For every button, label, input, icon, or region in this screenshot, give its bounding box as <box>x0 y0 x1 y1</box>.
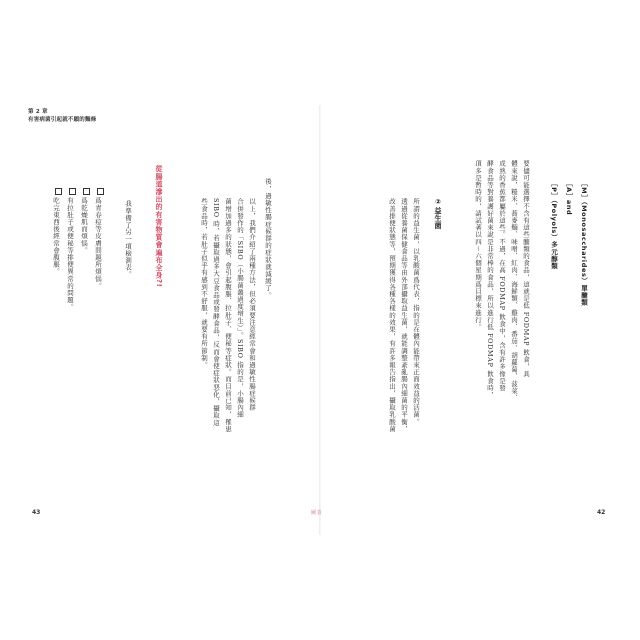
page-gutter <box>319 105 321 535</box>
footer-center-mark: 圖表 <box>311 510 323 516</box>
right-body-line-5: 頂多是暫時的，請試著以四～六個星期爲目標來進行。 <box>474 160 482 331</box>
page-number-left: 43 <box>32 509 41 516</box>
checklist-intro: 我準備了另一項檢測表。 <box>124 200 132 279</box>
left-body-line-5: SIBO 時，若攝取過多大豆食品或發酵食品，反而會使症狀惡化，攝取這 <box>212 198 220 427</box>
checklist-item-3-text: 有拉肚子或便秘等排便異常的問題。 <box>66 197 74 311</box>
right-body-line-3: 成熟的香蕉都屬於這些。不過，在高 FODMAP 飲食中，含有許多像是發 <box>498 160 506 392</box>
checklist-item-1-text: 爲青春痘等皮膚問題所煩惱。 <box>94 197 102 290</box>
checkbox-icon <box>83 188 90 195</box>
checkbox-icon <box>55 188 62 195</box>
left-body-line-6: 些食品時，若肚子似乎有感到不舒服，就要有所節制。 <box>200 198 208 369</box>
checklist-item-2 <box>78 188 90 254</box>
checklist-item-4 <box>50 188 62 275</box>
chapter-number: 第 2 章 <box>28 109 48 115</box>
chapter-header <box>28 108 96 124</box>
fodmap-heading-a: ［A］and <box>565 180 573 216</box>
probiotic-line-3: 改善排便狀態等，預期獲得各種各樣的效果，有許多報告指出，攝取乳酸菌 <box>388 198 396 433</box>
right-body-line-1: 要儘可能選擇不含有這些醣類的食品，這就是低 FODMAP 飲食，具 <box>522 160 530 378</box>
checklist-item-3 <box>64 188 76 311</box>
chapter-title: 有害病菌引起就不願的麵條 <box>28 117 97 123</box>
right-body-line-2: 體來說，糙米、蕎麥麵、味噌、紅肉、海鮮類、雞肉、番茄、胡蘿蔔、菠菜、 <box>510 160 518 402</box>
red-section-heading: 從腸道滲出的有害物質會遍布全身?! <box>155 165 163 288</box>
checkbox-icon <box>97 188 104 195</box>
checklist-item-1 <box>92 188 104 289</box>
right-body-line-4: 酵食品等對養護好菌來說是非常棒的食品，所以進行低 FODMAP 飲食時， <box>486 160 494 399</box>
page-number-right: 42 <box>597 509 606 516</box>
checkbox-icon <box>69 188 76 195</box>
left-body-line-2: 以上，我們介紹了兩種方法，但必須要注意經常會和過敏性腸症候群 <box>248 198 256 411</box>
checklist-item-4-text: 吃完東西後經常會腹脹。 <box>52 197 60 276</box>
probiotic-line-2: 透過從養菌保健食品等由外部攝取益生菌，就能調整紊亂腸內細菌的平衡， <box>400 198 408 433</box>
checklist-item-2-text: 爲乾燥肌而煩惱。 <box>80 197 88 254</box>
left-body-line-3: 合併發作的「SIBO（小腸菌叢過度增生）」。SIBO 指的是，小腸內細 <box>236 198 244 419</box>
fodmap-heading-p: ［P］（Polyols）多元醇類 <box>550 180 558 270</box>
probiotic-line-1: 所謂的益生菌，以乳酸菌爲代表，指的是在體內能帶來正面效益的活菌。 <box>412 198 420 426</box>
probiotic-heading: ②益生菌 <box>434 198 442 230</box>
left-body-line-4: 菌增加過多的狀態，會引起腹脹、拉肚子、便秘等症狀。而目前已知，罹患 <box>224 198 232 433</box>
fodmap-heading-m: ［M］（Monosaccharides）單醣類 <box>580 180 588 306</box>
left-body-line-1: 後，過敏性腸症候群的症狀就減緩了。 <box>264 178 272 299</box>
